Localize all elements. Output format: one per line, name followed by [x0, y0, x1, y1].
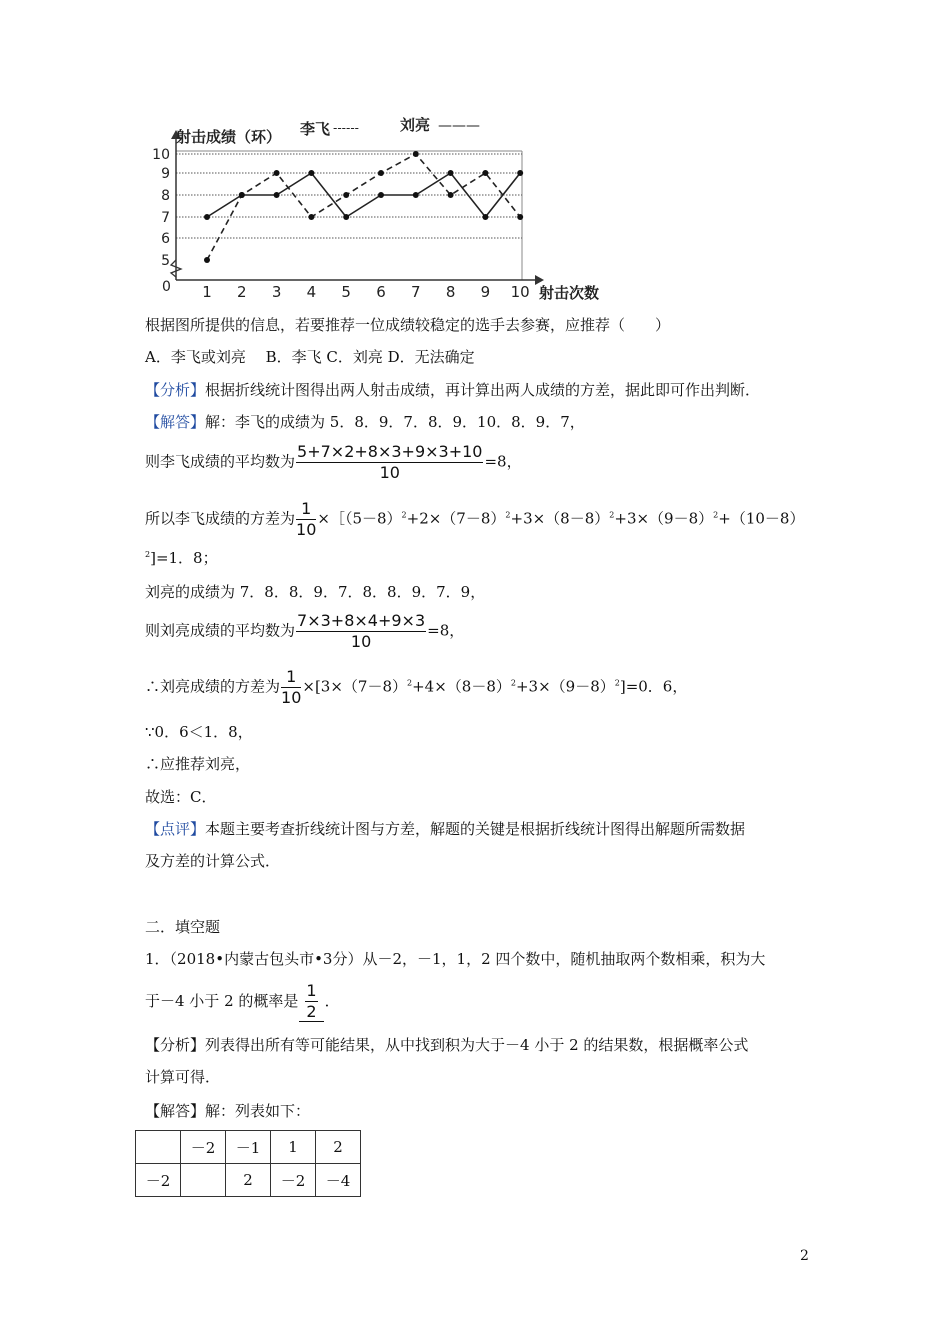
table-cell: 2 [226, 1164, 271, 1197]
variance-label-1: 所以李飞成绩的方差为 [145, 509, 296, 528]
series-1-point [204, 257, 210, 263]
comment-line-2: 及方差的计算公式． [145, 852, 281, 870]
section-title: 二．填空题 [145, 918, 221, 936]
solution-text-1: 解：李飞的成绩为 5．8．9．7．8．9．10．8．9．7， [205, 413, 585, 431]
chart-xlabel: 射击次数 [539, 284, 600, 302]
variance-term: +3×（8－8） [510, 509, 610, 528]
table-row [136, 1164, 361, 1197]
variance-result-2: ]=0．6， [619, 677, 688, 696]
question-options: A．李飞或刘亮 B．李飞 C．刘亮 D．无法确定 [145, 348, 475, 366]
x-tick-label: 9 [480, 283, 491, 301]
analysis-2-text: 列表得出所有等可能结果，从中找到积为大于－4 小于 2 的结果数，根据概率公式 [205, 1036, 749, 1054]
variance-result-1: ]=1．8； [150, 549, 218, 567]
product-table [135, 1130, 361, 1197]
series-1-point [517, 214, 523, 220]
solution-line-3 [145, 500, 804, 539]
series-2-point [448, 170, 454, 176]
exponent: 2 [614, 678, 620, 688]
y-tick-label: 7 [161, 210, 170, 226]
exponent: 2 [407, 678, 413, 688]
table-cell: 1 [271, 1131, 316, 1164]
mean-result-2: =8， [427, 621, 465, 640]
fraction-numerator: 1 [296, 500, 316, 520]
series-2-point [308, 170, 314, 176]
variance-label-2: ∴刘亮成绩的方差为 [145, 677, 281, 696]
solution-line-10: 故选：C． [145, 788, 217, 806]
variance-term: +4×（8－8） [412, 677, 511, 696]
y-tick-label: 6 [161, 231, 170, 247]
analysis-block [145, 380, 760, 400]
x-tick-label: 4 [306, 283, 317, 301]
y-tick-label: 9 [161, 166, 170, 182]
exponent: 2 [609, 510, 615, 520]
answer-denominator: 2 [306, 1002, 317, 1021]
series-2-point [517, 170, 523, 176]
table-cell: －2 [271, 1164, 316, 1197]
analysis-2-tag: 【分析】 [145, 1036, 206, 1054]
chart-axes [171, 130, 544, 285]
fraction-denominator: 10 [281, 688, 302, 707]
chart-ylabel: 射击成绩（环） [176, 128, 282, 146]
fill-question-1-text: 于－4 小于 2 的概率是 [145, 992, 299, 1010]
analysis-tag: 【分析】 [145, 381, 206, 399]
legend-series-1-dots: ------ [333, 121, 359, 135]
table-cell [181, 1164, 226, 1197]
variance-term: +3×（9－8） [614, 509, 714, 528]
exponent: 2 [505, 510, 511, 520]
analysis-2-line-1 [145, 1035, 748, 1055]
legend-series-2-name: 刘亮 [400, 116, 431, 134]
mean-denominator-2: 10 [350, 632, 372, 651]
series-line-1 [207, 154, 520, 260]
variance-term: +（10－8） [718, 509, 805, 528]
variance-term: +3×（9－8） [515, 677, 615, 696]
series-2-point [413, 192, 419, 198]
comment-line-1 [145, 819, 745, 839]
fraction-denominator: 10 [296, 520, 317, 539]
series-1-point [274, 170, 280, 176]
series-2-point [274, 192, 280, 198]
series-1-point [308, 214, 314, 220]
table-cell: －2 [181, 1131, 226, 1164]
line-chart [150, 110, 620, 310]
table-cell: －2 [136, 1164, 181, 1197]
mean-label-1: 则李飞成绩的平均数为 [145, 452, 296, 471]
variance-term: +2×（7－8） [406, 509, 506, 528]
answer-blank [299, 982, 323, 1022]
comment-tag: 【点评】 [145, 820, 206, 838]
mean-numerator-2: 7×3+8×4+9×3 [297, 611, 426, 630]
chart-series [204, 151, 523, 263]
x-tick-label: 3 [271, 283, 282, 301]
solution-line-9: ∴应推荐刘亮， [145, 755, 251, 773]
solution-tag: 【解答】 [145, 413, 206, 431]
variance-term: ×［（5－8） [317, 509, 402, 528]
series-1-point [413, 151, 419, 157]
variance-fraction-1 [296, 500, 316, 539]
table-row [136, 1131, 361, 1164]
x-tick-label: 8 [445, 283, 456, 301]
variance-term: ×[3×（7－8） [302, 677, 407, 696]
series-1-point [378, 170, 384, 176]
solution-line-7 [145, 668, 687, 707]
fill-question-1-line-2 [145, 982, 340, 1022]
legend-series-1-name: 李飞 [300, 120, 331, 138]
fraction-numerator: 1 [281, 668, 301, 688]
solution-line-4 [145, 548, 218, 568]
exponent: 2 [401, 510, 407, 520]
chart-origin-label: 0 [162, 279, 171, 295]
series-2-point [239, 192, 245, 198]
variance-fraction-2 [281, 668, 301, 707]
legend-series-2-line: ——— [438, 118, 480, 134]
table-cell [136, 1131, 181, 1164]
solution-line-2 [145, 443, 522, 482]
x-tick-label: 2 [237, 283, 247, 301]
series-1-point [448, 192, 454, 198]
y-tick-label: 10 [152, 147, 170, 163]
mean-label-2: 则刘亮成绩的平均数为 [145, 621, 296, 640]
chart-ticks [152, 147, 530, 301]
solution-line-5: 刘亮的成绩为 7．8．8．9．7．8．8．9．7．9， [145, 583, 486, 601]
fill-question-1-line-1: 1．（2018•内蒙古包头市•3分）从－2，－1，1，2 四个数中，随机抽取两个数相乘，积为大 [145, 950, 766, 968]
exponent: 2 [713, 510, 719, 520]
mean-fraction-2 [296, 612, 426, 651]
solution-line-8: ∵0．6＜1．8， [145, 723, 253, 741]
comment-text-1: 本题主要考查折线统计图与方差，解题的关键是根据折线统计图得出解题所需数据 [205, 820, 746, 838]
table-cell: 2 [316, 1131, 361, 1164]
series-1-point [343, 192, 349, 198]
series-2-point [343, 214, 349, 220]
y-tick-label: 8 [161, 188, 170, 204]
table-cell: －1 [226, 1131, 271, 1164]
page-number: 2 [800, 1248, 809, 1264]
x-tick-label: 10 [510, 283, 530, 301]
table-cell: －4 [316, 1164, 361, 1197]
series-2-point [378, 192, 384, 198]
exponent: 2 [510, 678, 516, 688]
solution-line-1 [145, 412, 585, 432]
y-tick-label: 5 [161, 253, 170, 269]
x-tick-label: 7 [411, 283, 421, 301]
x-tick-label: 5 [341, 283, 351, 301]
mean-numerator-1: 5+7×2+8×3+9×3+10 [297, 442, 483, 461]
x-tick-label: 6 [376, 283, 386, 301]
answer-numerator: 1 [306, 981, 317, 1000]
analysis-text: 根据折线统计图得出两人射击成绩，再计算出两人成绩的方差，据此即可作出判断． [205, 381, 761, 399]
fill-question-1-end: ． [324, 992, 340, 1010]
mean-result-1: =8， [484, 452, 522, 471]
solution-2-line: 【解答】解：列表如下： [145, 1102, 311, 1120]
series-2-point [482, 214, 488, 220]
exponent: 2 [145, 550, 151, 559]
series-1-point [482, 170, 488, 176]
analysis-2-line-2: 计算可得． [145, 1068, 221, 1086]
question-stem: 根据图所提供的信息，若要推荐一位成绩较稳定的选手去参赛，应推荐（ ） [145, 316, 671, 334]
x-tick-label: 1 [202, 283, 212, 301]
series-2-point [204, 214, 210, 220]
solution-line-6 [145, 612, 464, 651]
mean-denominator-1: 10 [379, 463, 400, 482]
mean-fraction-1 [296, 443, 483, 482]
